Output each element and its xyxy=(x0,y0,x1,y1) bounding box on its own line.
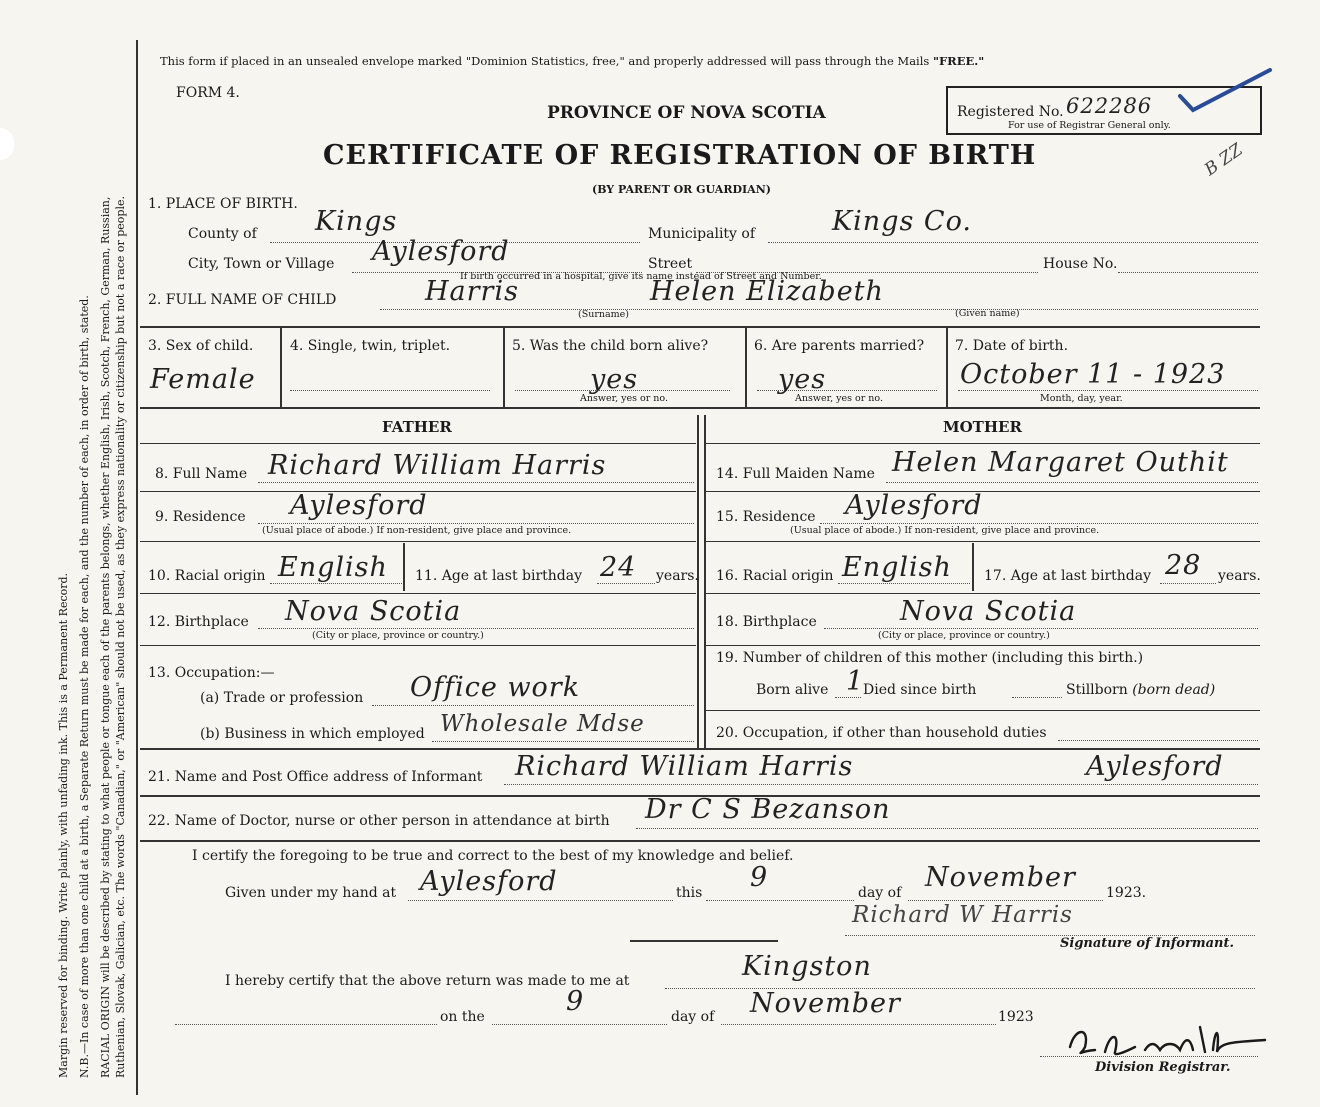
mother-rule-4 xyxy=(706,645,1260,646)
form-number: FORM 4. xyxy=(176,85,240,101)
city-label: City, Town or Village xyxy=(188,256,335,272)
certify-year-value: 1923. xyxy=(1106,885,1147,901)
mother-rule-5 xyxy=(706,710,1260,711)
doctor-line xyxy=(636,828,1258,829)
father-rule-4 xyxy=(140,645,696,646)
father-rule-2 xyxy=(140,541,696,542)
surname-caption: (Surname) xyxy=(578,309,629,320)
certify-statement: I certify the foregoing to be true and correct to the best of my knowledge and belief. xyxy=(192,848,794,864)
father-residence-value: Aylesford xyxy=(290,490,428,521)
certify-month-line xyxy=(908,900,1103,901)
father-business-line xyxy=(432,741,694,742)
doctor-value: Dr C S Bezanson xyxy=(645,794,891,825)
registered-note: For use of Registrar General only. xyxy=(1008,120,1171,131)
father-age-value: 24 xyxy=(600,552,637,583)
father-birthplace-caption: (City or place, province or country.) xyxy=(312,630,484,641)
house-number-label: House No. xyxy=(1043,256,1118,272)
county-value: Kings xyxy=(315,206,398,237)
father-residence-line xyxy=(258,523,694,524)
child-name-line xyxy=(380,309,1258,310)
divider-3-4 xyxy=(280,327,282,407)
certify-day-value: 9 xyxy=(750,862,769,893)
mother-occupation-line xyxy=(1058,740,1258,741)
born-alive-question-label: 5. Was the child born alive? xyxy=(512,338,709,354)
father-business-label: (b) Business in which employed xyxy=(200,726,425,742)
father-residence-caption: (Usual place of abode.) If non-resident, give place and province. xyxy=(262,525,572,536)
mother-birthplace-value: Nova Scotia xyxy=(900,596,1077,627)
certify-month-value: November xyxy=(925,862,1076,893)
page-subtitle: (BY PARENT OR GUARDIAN) xyxy=(592,183,771,196)
informant-label: 21. Name and Post Office address of Informant xyxy=(148,769,483,785)
registrar-caption: Division Registrar. xyxy=(1095,1060,1231,1075)
given-place-line xyxy=(408,900,673,901)
date-of-birth-line xyxy=(958,390,1258,391)
divider-5-6 xyxy=(745,327,747,407)
parents-married-label: 6. Are parents married? xyxy=(754,338,925,354)
father-racial-line xyxy=(270,583,402,584)
born-alive-count-line xyxy=(835,697,861,698)
margin-racial-note-2: Ruthenian, Slovak, Galician, etc. The words "Canadian," or "American" should not be used, as they express nationality or citizenship but not a race or people. xyxy=(114,196,127,1078)
registered-number: 622286 xyxy=(1066,94,1153,118)
registrar-day-value: 9 xyxy=(566,986,585,1017)
mother-heading-rule xyxy=(706,443,1260,444)
rule-row3-top xyxy=(140,326,1260,328)
margin-nb-note: N.B.—In case of more than one child at a birth, a Separate Return must be made for each, and the number of each, in order of birth, stated. xyxy=(78,295,91,1078)
sex-value: Female xyxy=(150,364,256,395)
mother-rule-2 xyxy=(706,541,1260,542)
mother-birthplace-label: 18. Birthplace xyxy=(716,614,817,630)
margin-rule xyxy=(136,40,138,1095)
parents-married-caption: Answer, yes or no. xyxy=(795,393,884,404)
father-rule-3 xyxy=(140,593,696,594)
registrar-month-line xyxy=(721,1024,996,1025)
father-birthplace-line xyxy=(258,628,694,629)
father-heading: FATHER xyxy=(382,418,452,436)
born-alive-label: Born alive xyxy=(756,682,829,698)
separator-rule xyxy=(630,940,778,942)
margin-binding-note: Margin reserved for binding. Write plainly, with unfading ink. This is a Permanent Record. xyxy=(57,572,70,1078)
father-trade-label: (a) Trade or profession xyxy=(200,690,364,706)
father-racial-label: 10. Racial origin xyxy=(148,568,266,584)
registrar-statement: I hereby certify that the above return was made to me at xyxy=(225,973,630,989)
mother-rule-3 xyxy=(706,593,1260,594)
informant-name-value: Richard William Harris xyxy=(515,751,854,782)
father-name-line xyxy=(258,482,694,483)
registrar-on-the-label: on the xyxy=(440,1009,485,1025)
mother-name-label: 14. Full Maiden Name xyxy=(716,466,875,482)
county-label: County of xyxy=(188,226,257,242)
mother-age-label: 17. Age at last birthday xyxy=(984,568,1152,584)
mother-racial-label: 16. Racial origin xyxy=(716,568,834,584)
mother-children-label: 19. Number of children of this mother (including this birth.) xyxy=(716,650,1144,666)
child-name-label: 2. FULL NAME OF CHILD xyxy=(148,292,337,308)
registrar-place-value: Kingston xyxy=(742,951,872,982)
stamp-mark: B ZZ xyxy=(1201,139,1247,181)
mother-residence-line xyxy=(820,523,1258,524)
died-since-birth-line xyxy=(1012,697,1062,698)
certify-day-line xyxy=(706,900,854,901)
mother-residence-label: 15. Residence xyxy=(716,509,816,525)
registrar-year-value: 1923 xyxy=(998,1009,1034,1025)
divider-6-7 xyxy=(946,327,948,407)
date-of-birth-caption: Month, day, year. xyxy=(1040,393,1123,404)
mother-name-value: Helen Margaret Outhit xyxy=(892,447,1229,478)
street-label: Street xyxy=(648,256,693,272)
child-surname: Harris xyxy=(425,276,519,307)
city-value: Aylesford xyxy=(372,236,510,267)
born-alive-count: 1 xyxy=(846,666,865,697)
mother-heading: MOTHER xyxy=(943,418,1022,436)
parents-divider-b xyxy=(704,415,706,748)
father-name-value: Richard William Harris xyxy=(268,450,607,481)
place-of-birth-heading: 1. PLACE OF BIRTH. xyxy=(148,196,298,212)
sex-label: 3. Sex of child. xyxy=(148,338,254,354)
mother-age-line xyxy=(1160,583,1216,584)
father-heading-rule xyxy=(140,443,696,444)
child-given-name: Helen Elizabeth xyxy=(650,276,884,307)
date-of-birth-value: October 11 - 1923 xyxy=(960,359,1226,390)
postal-free: "FREE." xyxy=(932,54,985,68)
father-trade-value: Office work xyxy=(410,672,581,703)
certify-day-of-label: day of xyxy=(858,885,902,901)
father-birthplace-label: 12. Birthplace xyxy=(148,614,249,630)
mother-occupation-label: 20. Occupation, if other than household duties xyxy=(716,725,1047,741)
father-business-value: Wholesale Mdse xyxy=(440,711,645,737)
plurality-line xyxy=(290,390,490,391)
given-name-caption: (Given name) xyxy=(955,308,1020,319)
rule-certify-top xyxy=(140,840,1260,842)
father-birthplace-value: Nova Scotia xyxy=(285,596,462,627)
informant-signature-caption: Signature of Informant. xyxy=(1060,936,1234,951)
registrar-month-value: November xyxy=(750,988,901,1019)
father-name-label: 8. Full Name xyxy=(155,466,248,482)
father-age-unit: years. xyxy=(656,568,699,584)
punch-hole xyxy=(0,128,14,160)
mother-racial-value: English xyxy=(842,552,952,583)
stillborn-note: (born dead) xyxy=(1132,682,1216,698)
mother-age-value: 28 xyxy=(1165,550,1202,581)
registrar-lead-line xyxy=(175,1024,437,1025)
margin-racial-note-1: RACIAL ORIGIN will be described by stating to what people or tongue each of the parents belongs, whether English, Irish, Scotch, French, German, Russian, xyxy=(99,196,112,1078)
doctor-label: 22. Name of Doctor, nurse or other person in attendance at birth xyxy=(148,813,610,829)
mother-birthplace-line xyxy=(824,628,1258,629)
postal-note: This form if placed in an unsealed envelope marked "Dominion Statistics, free," and properly addressed will pass through the Mails "FREE." xyxy=(160,54,985,68)
mother-name-line xyxy=(886,482,1258,483)
municipality-label: Municipality of xyxy=(648,226,756,242)
rule-informant-top xyxy=(140,748,1260,750)
rule-parents-top xyxy=(140,407,1260,409)
born-alive-caption: Answer, yes or no. xyxy=(580,393,669,404)
checkmark-icon xyxy=(1175,66,1275,116)
father-residence-label: 9. Residence xyxy=(155,509,246,525)
father-age-label: 11. Age at last birthday xyxy=(415,568,583,584)
certify-this-label: this xyxy=(676,885,703,901)
informant-signature: Richard W Harris xyxy=(852,902,1073,928)
born-alive-value: yes xyxy=(590,364,639,395)
given-under-hand-label: Given under my hand at xyxy=(225,885,397,901)
plurality-label: 4. Single, twin, triplet. xyxy=(290,338,451,354)
municipality-value: Kings Co. xyxy=(832,206,972,237)
father-age-line xyxy=(597,583,655,584)
father-trade-line xyxy=(372,705,694,706)
mother-birthplace-caption: (City or place, province or country.) xyxy=(878,630,1050,641)
province-heading: PROVINCE OF NOVA SCOTIA xyxy=(547,103,826,123)
father-racial-divider xyxy=(403,543,405,591)
died-since-birth-label: Died since birth xyxy=(863,682,977,698)
registrar-signature xyxy=(1065,1022,1270,1062)
date-of-birth-label: 7. Date of birth. xyxy=(955,338,1069,354)
parents-married-value: yes xyxy=(778,364,827,395)
mother-residence-value: Aylesford xyxy=(845,490,983,521)
registrar-day-of-label: day of xyxy=(671,1009,715,1025)
stillborn-label: Stillborn (born dead) xyxy=(1066,682,1216,698)
informant-line xyxy=(504,784,1258,785)
informant-address-value: Aylesford xyxy=(1086,751,1224,782)
mother-residence-caption: (Usual place of abode.) If non-resident, give place and province. xyxy=(790,525,1100,536)
divider-4-5 xyxy=(503,327,505,407)
father-occupation-label: 13. Occupation:— xyxy=(148,665,275,681)
mother-age-unit: years. xyxy=(1218,568,1261,584)
registrar-day-line xyxy=(492,1024,667,1025)
page-title: CERTIFICATE OF REGISTRATION OF BIRTH xyxy=(323,140,1037,171)
father-racial-value: English xyxy=(278,552,388,583)
registered-label: Registered No. xyxy=(957,104,1064,120)
municipality-line xyxy=(768,242,1258,243)
mother-racial-divider xyxy=(972,543,974,591)
hospital-note: If birth occurred in a hospital, give its name instead of Street and Number. xyxy=(460,271,822,282)
house-number-line xyxy=(1118,272,1258,273)
mother-rule-1 xyxy=(706,491,1260,492)
mother-racial-line xyxy=(838,583,970,584)
given-place-value: Aylesford xyxy=(420,866,558,897)
